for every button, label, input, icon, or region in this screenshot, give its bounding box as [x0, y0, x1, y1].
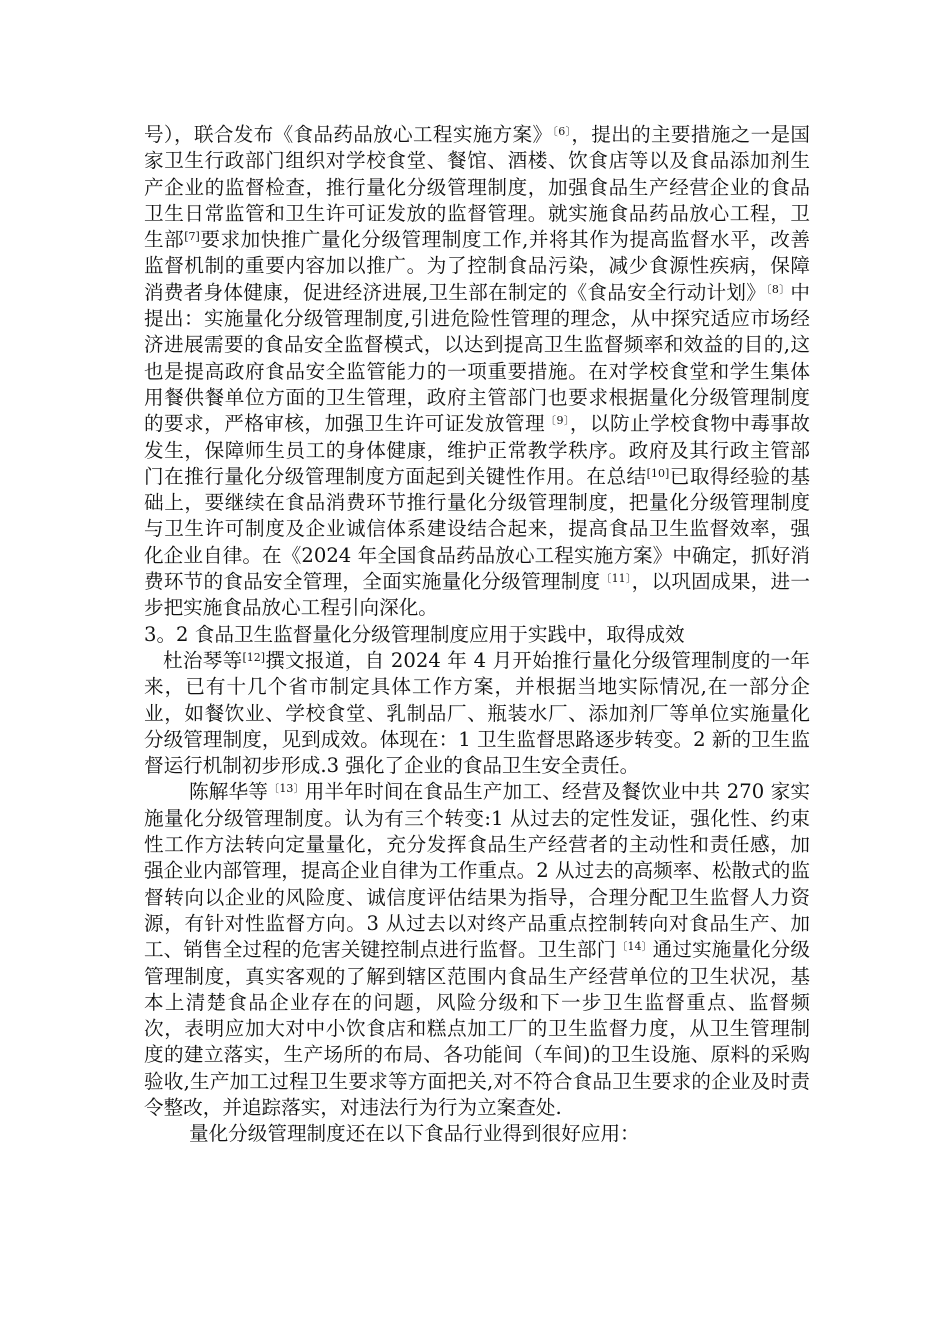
section-heading-3-2: 3。2 食品卫生监督量化分级管理制度应用于实践中，取得成效: [144, 622, 685, 646]
paragraph-text: ，以防止学校食物中毒事故发生，保障师生员工的身体健康，维护正常教学秩序。政府及其行政主管部门在推行量化分级管理制度方面起到关键性作用。在总结: [144, 412, 811, 488]
paragraph-chen-jiehua-report: [144, 779, 810, 1121]
paragraph-text: 号），联合发布《食品药品放心工程实施方案》: [144, 123, 553, 146]
document-page: [144, 122, 810, 1148]
paragraph-text: 要求加快推广量化分级管理制度工作,并将其作为提高监督水平，改善监督机制的重要内容加以推广。为了控制食品污染，减少食源性疾病，保障消费者身体健康，促进经济进展,卫生部在制定的《食品安全行动计划》: [144, 228, 810, 304]
paragraph-text: 已取得经验的基础上，要继续在食品消费环节推行量化分级管理制度，把量化分级管理制度与卫生许可制度及企业诚信体系建设结合起来，提高食品卫生监督效率，强化企业自律。在《2024 年全国食品药品放心工程实施方案》中确定，抓好消费环节的食品安全管理，全面实施量化分级管理制度: [144, 464, 811, 594]
citation-9: 〔9〕: [545, 414, 570, 428]
citation-6: 〔6〕: [552, 124, 572, 138]
paragraph-text: 陈解华等: [189, 780, 269, 804]
citation-10: [10]: [646, 466, 670, 480]
paragraph-government-measures: [144, 122, 810, 622]
citation-7: [7]: [184, 230, 200, 244]
paragraph-text: 用半年时间在食品生产加工、经营及餐饮业中共 270 家实施量化分级管理制度。认为有三个转变:1 从过去的定性发证，强化性、约束性工作方法转向定量量化，充分发挥食品生产经营者的主动性和责任感，加强企业内部管理，提高企业自律为工作重点。2 从过去的高频率、松散式的监督转向以企业的风险度、诚信度评估结果为指导，合理分配卫生监督人力资源，有针对性监督方向。3 从过去以对终产品重点控制转向对食品生产、加工、销售全过程的危害关键控制点进行监督。卫生部门: [144, 780, 811, 962]
paragraph-other-industries: 量化分级管理制度还在以下食品行业得到很好应用：: [189, 1122, 640, 1146]
paragraph-text: 通过实施量化分级管理制度，真实客观的了解到辖区范围内食品生产经营单位的卫生状况，基本上清楚食品企业存在的问题，风险分级和下一步卫生监督重点、监督频次，表明应加大对中小饮食店和糕点加工厂的卫生监督力度，从卫生管理制度的建立落实，生产场所的布局、各功能间（车间)的卫生设施、原料的采购验收,生产加工过程卫生要求等方面把关,对不符合食品卫生要求的企业及时责令整改，并追踪落实，对违法行为行为立案查处.: [144, 938, 811, 1119]
paragraph-text: ，以巩固成果，进一步把实施食品放心工程引向深化。: [144, 570, 810, 620]
citation-13: 〔13〕: [268, 782, 305, 796]
paragraph-text: ，提出的主要措施之一是国家卫生行政部门组织对学校食堂、餐馆、酒楼、饮食店等以及食品添加剂生产企业的监督检查，推行量化分级管理制度，加强食品生产经营企业的食品卫生日常监管和卫生许可证发放的监督管理。就实施食品药品放心工程，卫生部: [144, 123, 811, 252]
citation-8: 〔8〕: [766, 282, 791, 296]
paragraph-text: 中提出：实施量化分级管理制度,引进危险性管理的理念，从中探究适应市场经济进展需要的食品安全监督模式，以达到提高卫生监督频率和效益的目的,这也是提高政府食品安全监管能力的一项重要措施。在对学校食堂和学生集体用餐供餐单位方面的卫生管理，政府主管部门也要求根据量化分级管理制度的要求，严格审核，加强卫生许可证发放管理: [144, 280, 810, 436]
citation-11: 〔11〕: [600, 572, 632, 585]
paragraph-text: 杜治琴等: [163, 648, 243, 672]
citation-14: 〔14〕: [616, 940, 653, 954]
paragraph-du-zhiqin-report: [144, 648, 810, 779]
citation-12: [12]: [242, 650, 266, 664]
paragraph-text: 撰文报道，自 2024 年 4 月开始推行量化分级管理制度的一年来，已有十几个省市制定具体工作方案，并根据当地实际情况,在一部分企业，如餐饮业、学校食堂、乳制品厂、瓶装水厂、添加剂厂等单位实施量化分级管理制度，见到成效。体现在：1 卫生监督思路逐步转变。2 新的卫生监督运行机制初步形成.3 强化了企业的食品卫生安全责任。: [144, 648, 811, 778]
